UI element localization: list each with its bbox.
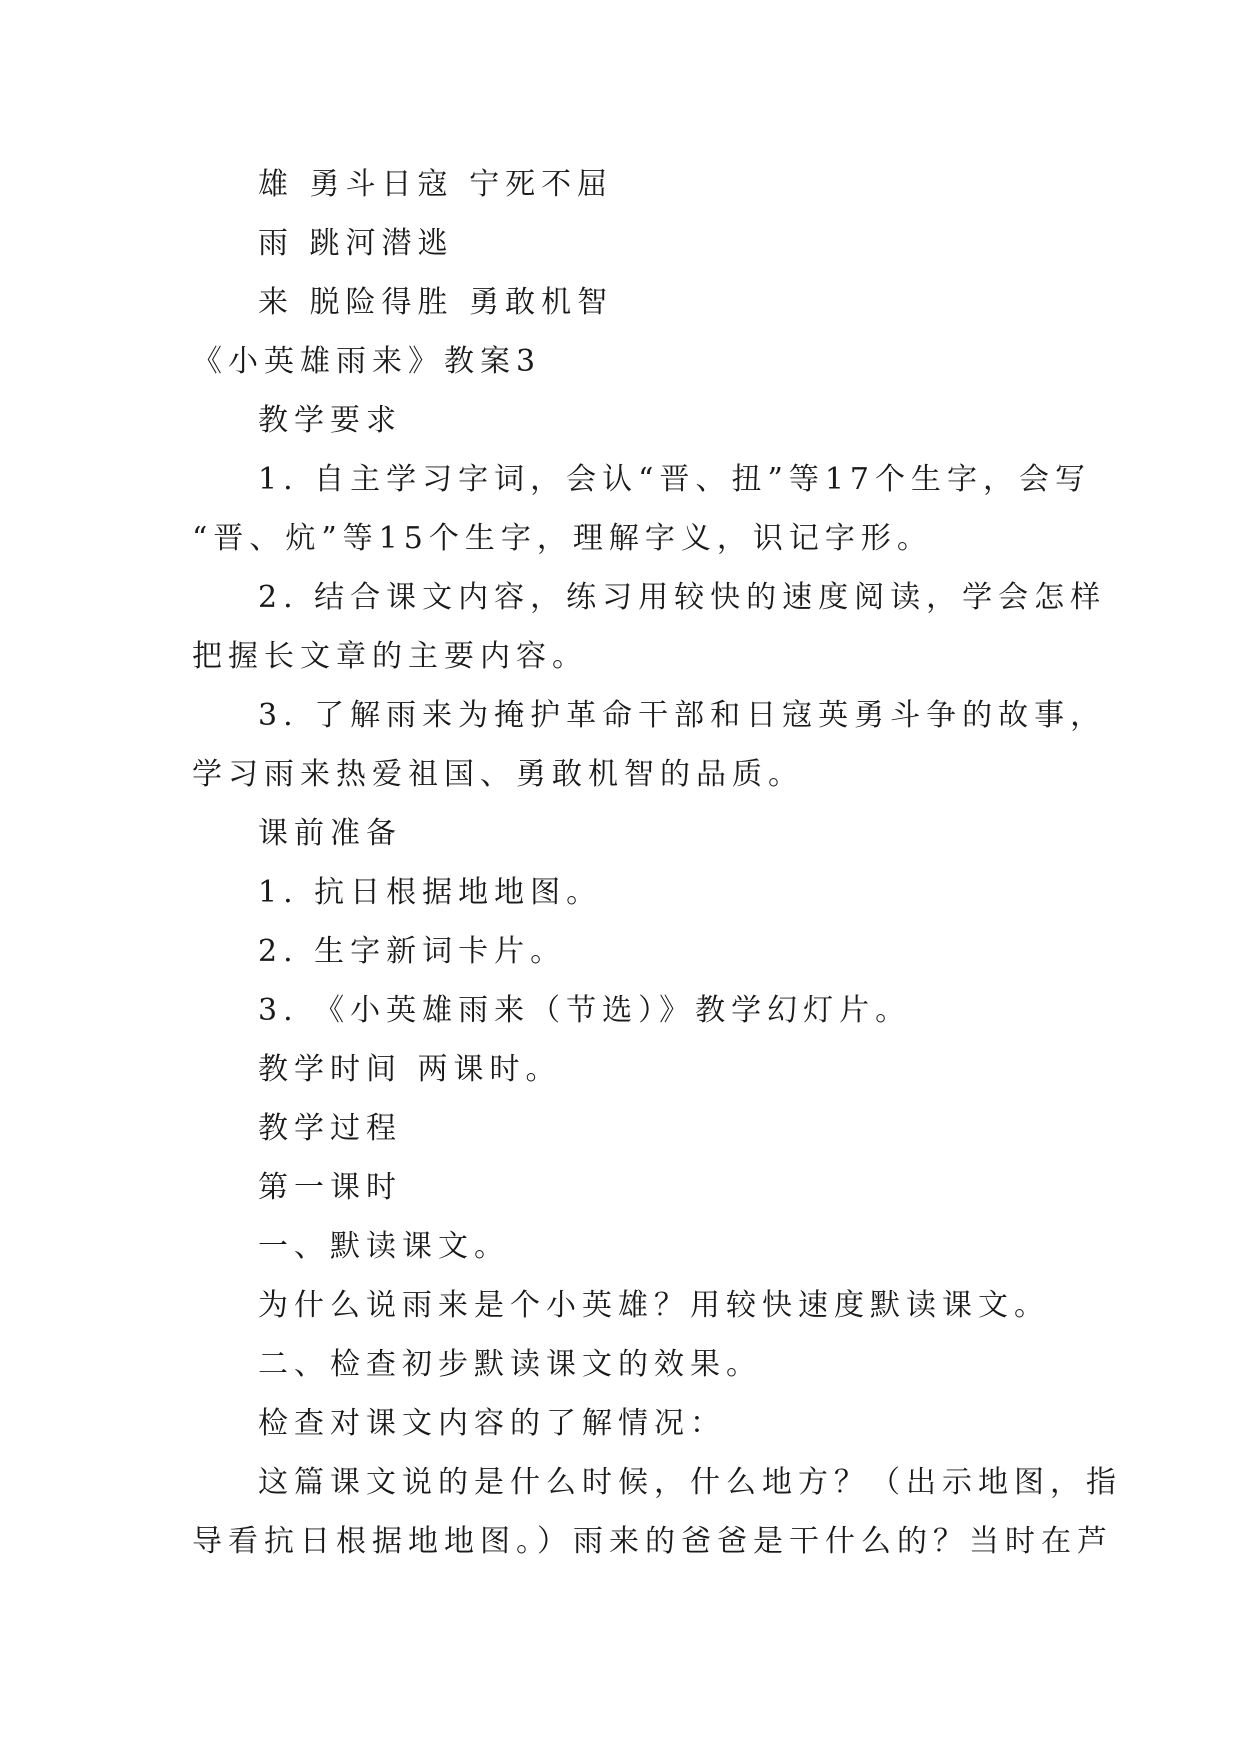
- paragraph-question-cont: 导看抗日根据地地图。）雨来的爸爸是干什么的？当时在芦: [192, 1524, 1113, 1559]
- heading-teaching-requirements: 教学要求: [258, 403, 402, 438]
- step-1-body: 为什么说雨来是个小英雄？用较快速度默读课文。: [258, 1288, 1050, 1323]
- step-1-heading: 一、默读课文。: [258, 1229, 510, 1264]
- requirement-1: 1. 自主学习字词，会认“晋、扭”等17个生字，会写: [258, 462, 1092, 497]
- heading-preparation: 课前准备: [258, 816, 402, 851]
- summary-line-1: 雄 勇斗日寇 宁死不屈: [258, 167, 614, 202]
- step-2-heading: 二、检查初步默读课文的效果。: [258, 1347, 762, 1382]
- preparation-3: 3. 《小英雄雨来（节选）》教学幻灯片。: [258, 993, 912, 1028]
- requirement-3: 3. 了解雨来为掩护革命干部和日寇英勇斗争的故事，: [258, 698, 1107, 733]
- section-title: 《小英雄雨来》教案3: [192, 344, 542, 379]
- paragraph-question: 这篇课文说的是什么时候，什么地方？（出示地图，指: [258, 1465, 1122, 1500]
- step-2-body: 检查对课文内容的了解情况：: [258, 1406, 726, 1441]
- requirement-1-cont: “晋、炕”等15个生字，理解字义，识记字形。: [192, 521, 933, 556]
- teaching-time: 教学时间 两课时。: [258, 1052, 562, 1087]
- summary-line-3: 来 脱险得胜 勇敢机智: [258, 285, 614, 320]
- requirement-2: 2. 结合课文内容，练习用较快的速度阅读，学会怎样: [258, 580, 1107, 615]
- summary-line-2: 雨 跳河潜逃: [258, 226, 454, 261]
- heading-first-lesson: 第一课时: [258, 1170, 402, 1205]
- heading-teaching-process: 教学过程: [258, 1111, 402, 1146]
- requirement-3-cont: 学习雨来热爱祖国、勇敢机智的品质。: [192, 757, 804, 792]
- preparation-1: 1. 抗日根据地地图。: [258, 875, 603, 910]
- preparation-2: 2. 生字新词卡片。: [258, 934, 567, 969]
- requirement-2-cont: 把握长文章的主要内容。: [192, 639, 588, 674]
